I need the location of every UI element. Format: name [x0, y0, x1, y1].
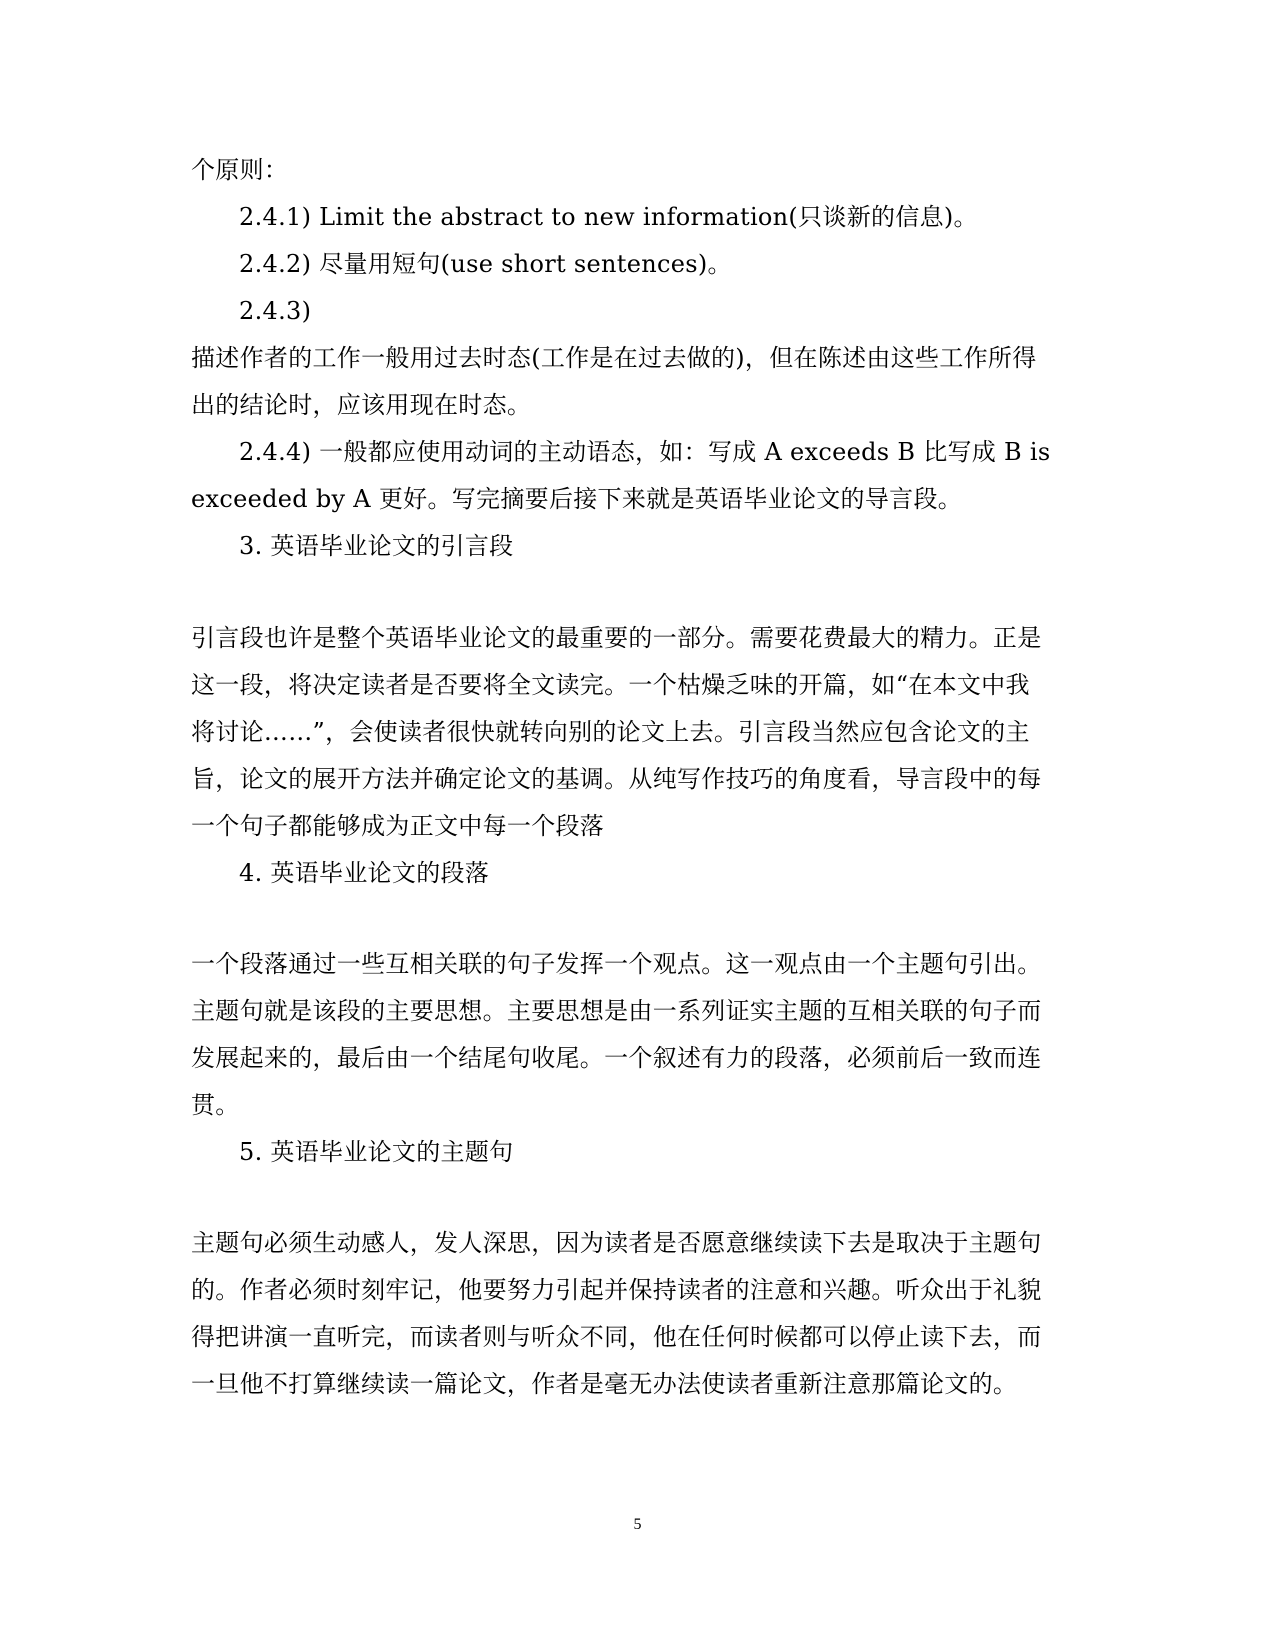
text-line: 个原则： — [191, 156, 289, 184]
text-line: 将讨论……”，会使读者很快就转向别的论文上去。引言段当然应包含论文的主 — [191, 718, 1030, 746]
text-line: 2.4.1) Limit the abstract to new information(只谈新的信息)。 — [239, 203, 978, 231]
text-line: 描述作者的工作一般用过去时态(工作是在过去做的)，但在陈述由这些工作所得 — [191, 344, 1037, 372]
text-line: 的。作者必须时刻牢记，他要努力引起并保持读者的注意和兴趣。听众出于礼貌 — [191, 1276, 1042, 1304]
text-line: 出的结论时，应该用现在时态。 — [191, 391, 532, 419]
text-line: 主题句必须生动感人，发人深思，因为读者是否愿意继续读下去是取决于主题句 — [191, 1229, 1042, 1257]
text-line: 2.4.2) 尽量用短句(use short sentences)。 — [239, 250, 732, 278]
text-line: exceeded by A 更好。写完摘要后接下来就是英语毕业论文的导言段。 — [191, 485, 963, 513]
text-line: 一个段落通过一些互相关联的句子发挥一个观点。这一观点由一个主题句引出。 — [191, 950, 1042, 978]
text-line: 旨，论文的展开方法并确定论文的基调。从纯写作技巧的角度看，导言段中的每 — [191, 765, 1042, 793]
text-line: 一旦他不打算继续读一篇论文，作者是毫无办法使读者重新注意那篇论文的。 — [191, 1370, 1018, 1398]
text-line: 发展起来的，最后由一个结尾句收尾。一个叙述有力的段落，必须前后一致而连 — [191, 1044, 1042, 1072]
text-line: 一个句子都能够成为正文中每一个段落 — [191, 812, 605, 840]
text-line: 引言段也许是整个英语毕业论文的最重要的一部分。需要花费最大的精力。正是 — [191, 624, 1042, 652]
text-line: 2.4.4) 一般都应使用动词的主动语态，如：写成 A exceeds B 比写成 B is — [239, 438, 1051, 466]
text-line: 贯。 — [191, 1091, 240, 1119]
text-line: 这一段，将决定读者是否要将全文读完。一个枯燥乏味的开篇，如“在本文中我 — [191, 671, 1030, 699]
text-line: 2.4.3) — [239, 297, 312, 325]
page-number: 5 — [633, 1516, 642, 1533]
section-heading: 5. 英语毕业论文的主题句 — [239, 1138, 514, 1166]
text-line: 得把讲演一直听完，而读者则与听众不同，他在任何时候都可以停止读下去，而 — [191, 1323, 1042, 1351]
text-line: 主题句就是该段的主要思想。主要思想是由一系列证实主题的互相关联的句子而 — [191, 997, 1042, 1025]
section-heading: 4. 英语毕业论文的段落 — [239, 859, 490, 887]
section-heading: 3. 英语毕业论文的引言段 — [239, 532, 514, 560]
